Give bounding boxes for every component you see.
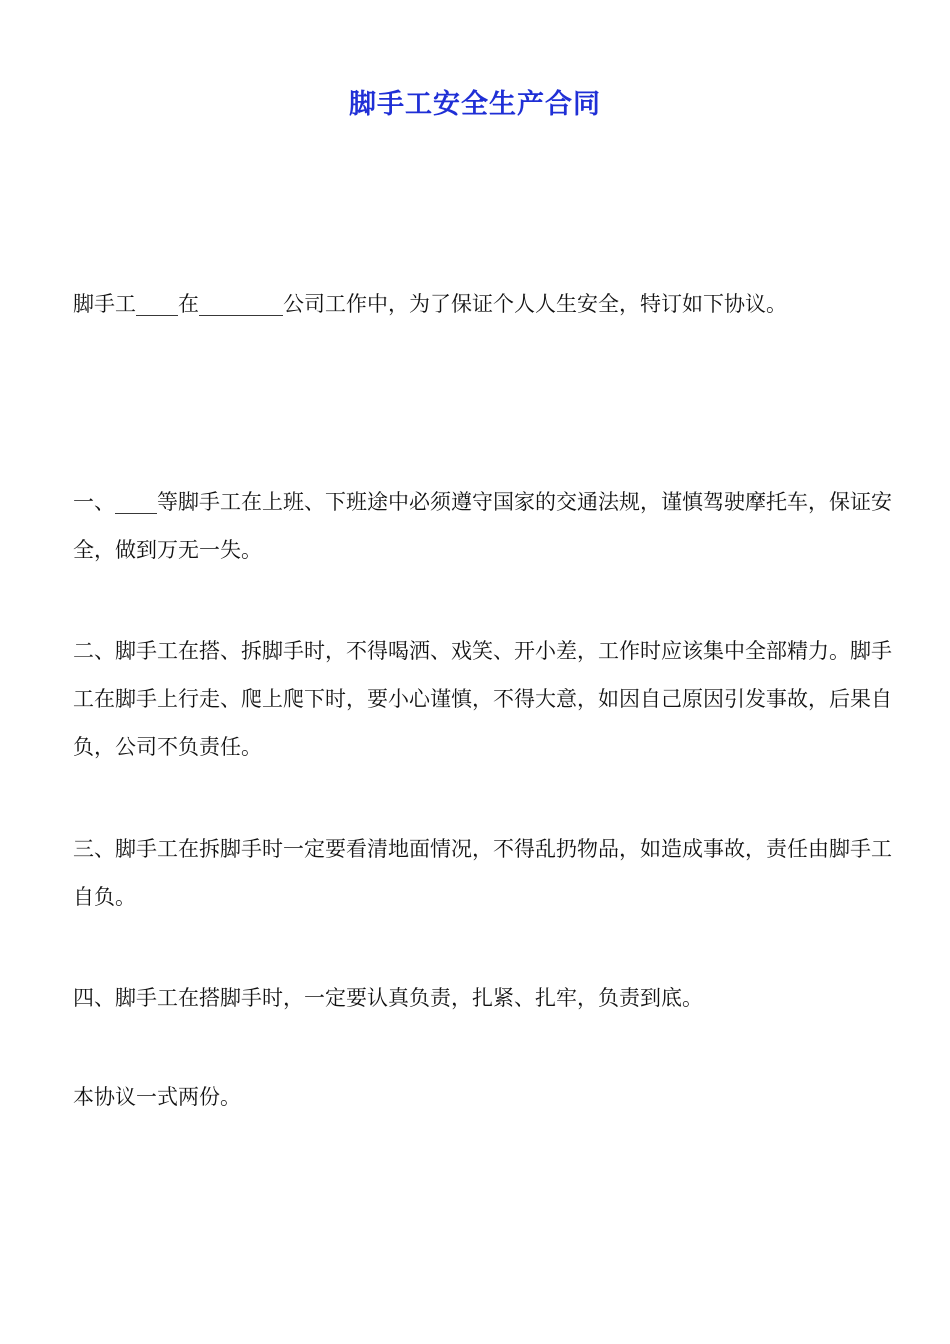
intro-paragraph: 脚手工____在________公司工作中，为了保证个人人生安全，特订如下协议。 — [73, 292, 787, 316]
clause-3-paragraph: 三、脚手工在拆脚手时一定要看清地面情况，不得乱扔物品，如造成事故，责任由脚手工自负。 — [73, 837, 892, 909]
clause-1-paragraph: 一、____等脚手工在上班、下班途中必须遵守国家的交通法规，谨慎驾驶摩托车，保证安全，做到万无一失。 — [73, 490, 892, 562]
closing-paragraph: 本协议一式两份。 — [73, 1085, 241, 1109]
clause-4-paragraph: 四、脚手工在搭脚手时，一定要认真负责，扎紧、扎牢，负责到底。 — [73, 986, 703, 1010]
clause-2-paragraph: 二、脚手工在搭、拆脚手时，不得喝洒、戏笑、开小差，工作时应该集中全部精力。脚手工在脚手上行走、爬上爬下时，要小心谨慎，不得大意，如因自己原因引发事故，后果自负，公司不负责任。 — [73, 639, 892, 759]
document-title: 脚手工安全生产合同 — [349, 89, 601, 120]
